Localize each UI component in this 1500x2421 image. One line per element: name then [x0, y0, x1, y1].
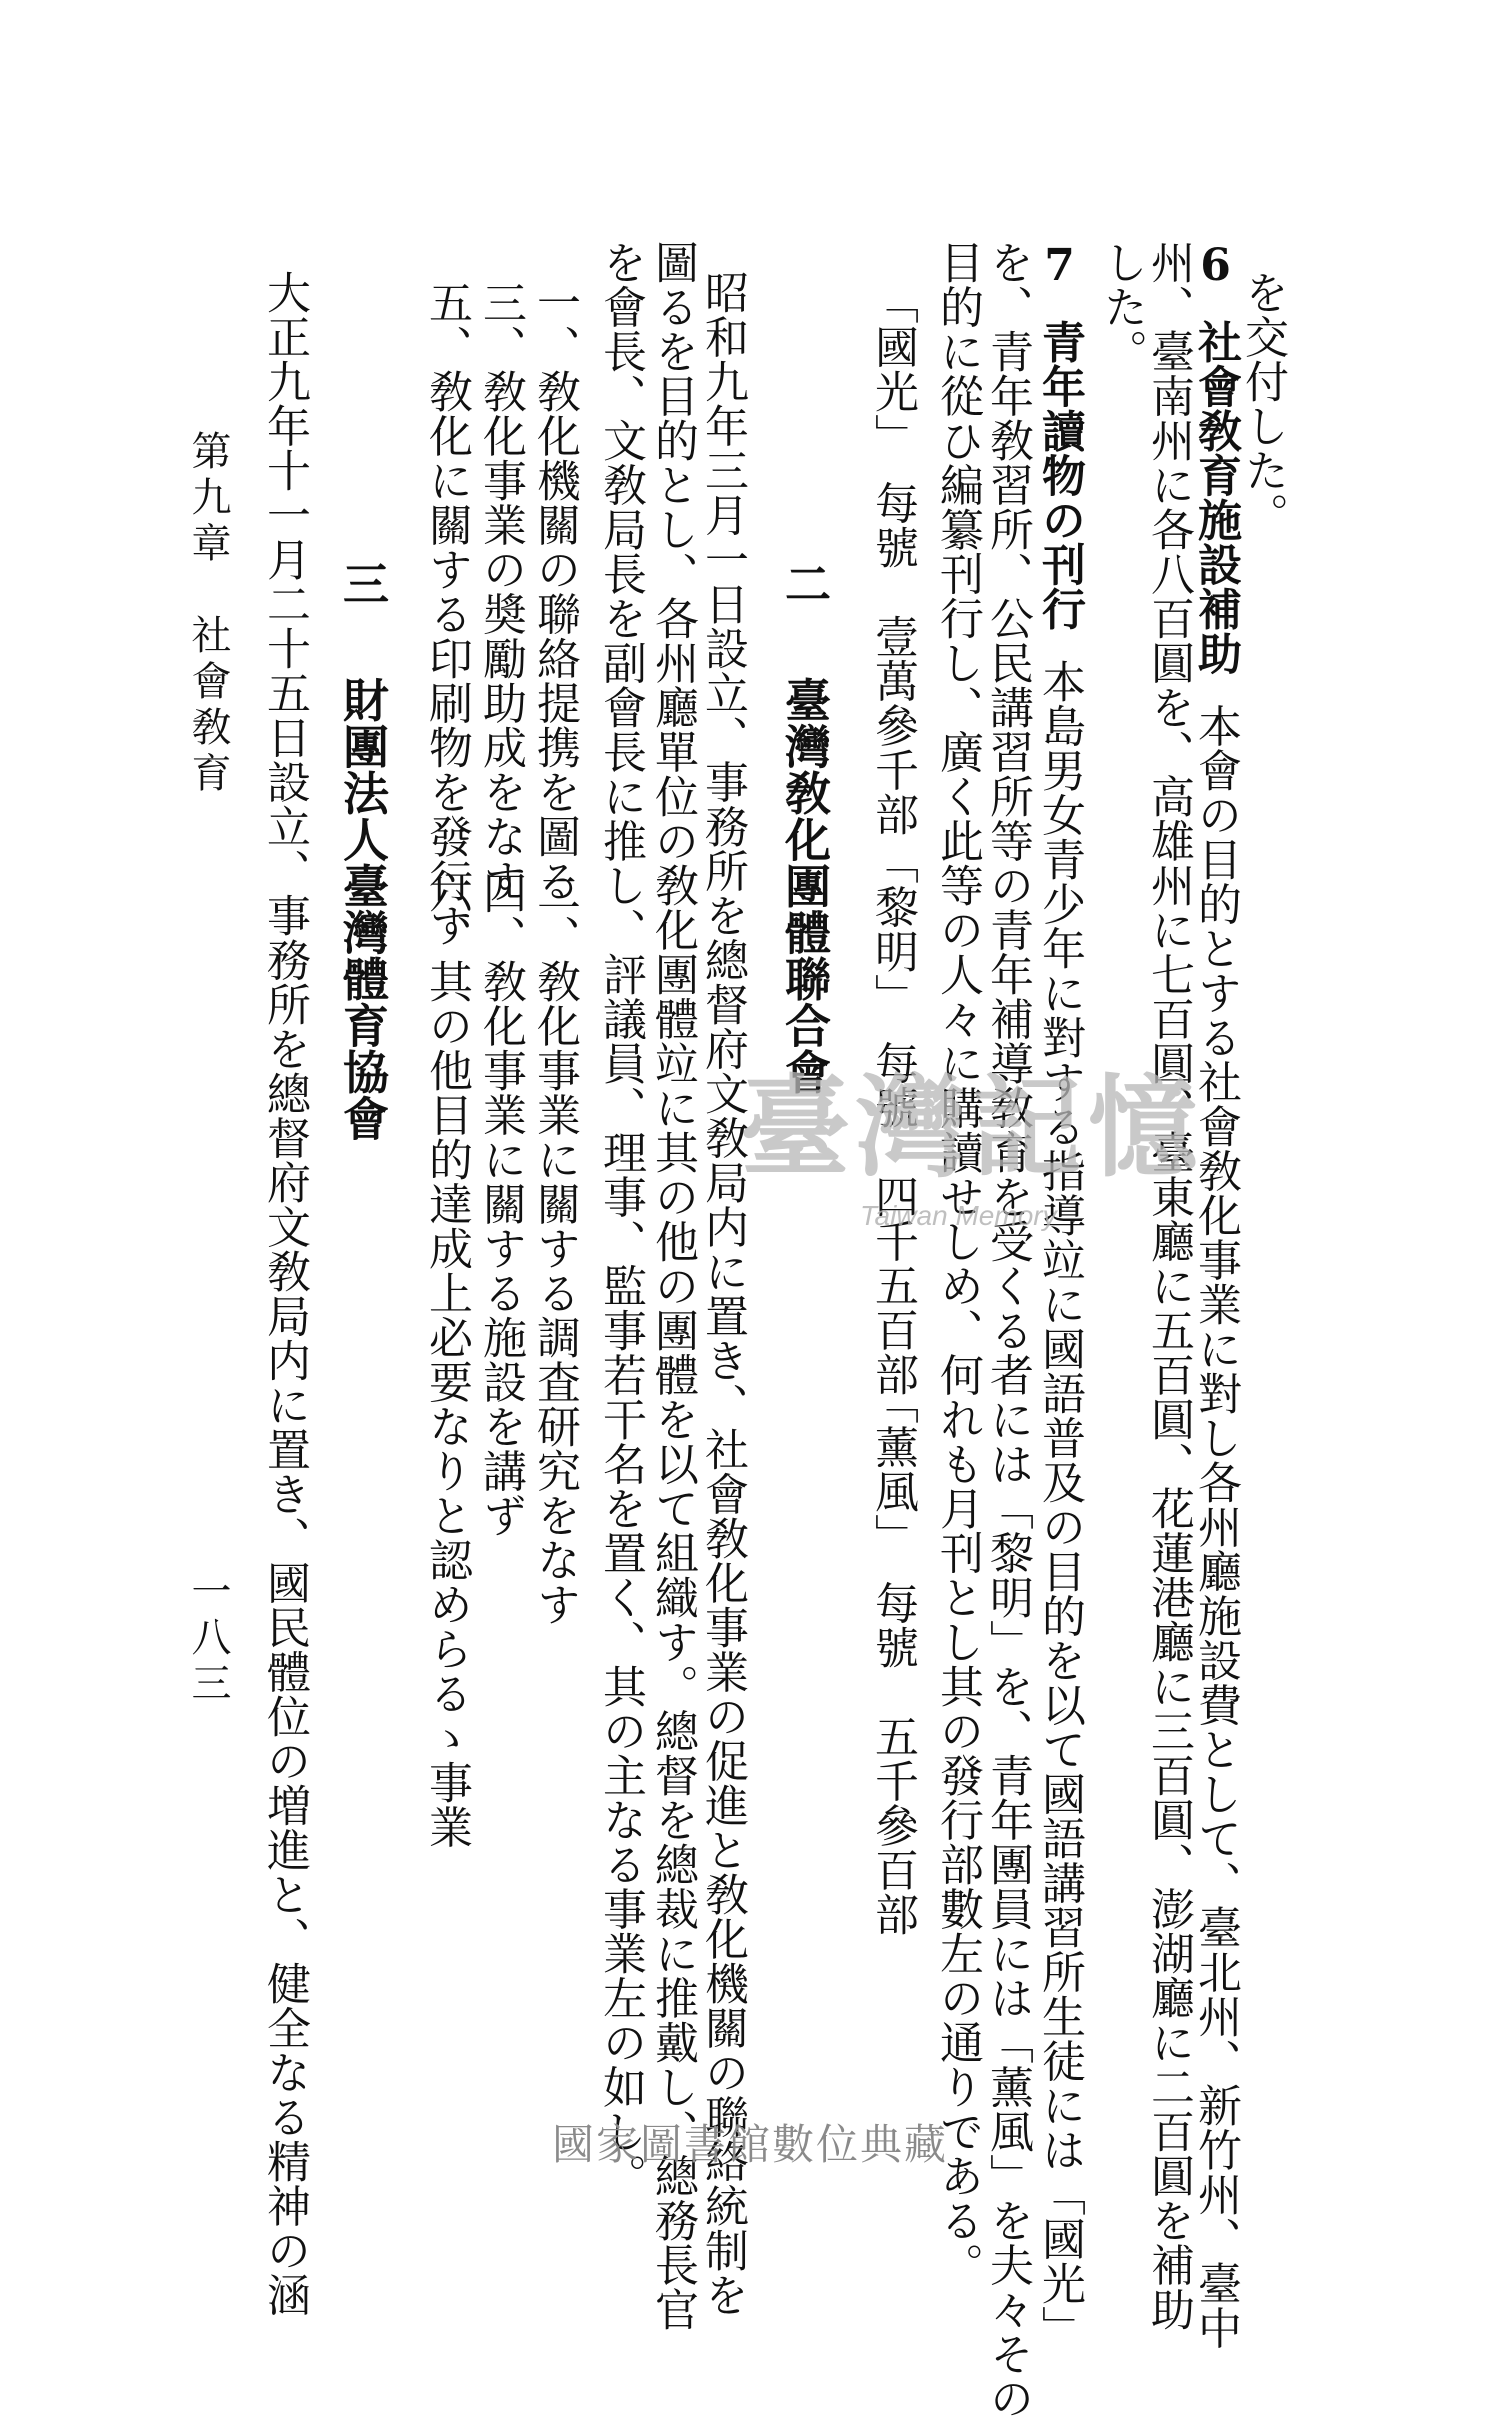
line-text: 一、敎化機關の聯絡提携を圖る	[529, 280, 580, 903]
chapter-footer	[185, 430, 231, 798]
library-footer: 國家圖書館數位典藏	[551, 2120, 948, 2169]
line-text: 「國光」 每號 壹萬參千部	[867, 280, 918, 837]
item-number: 6	[1190, 240, 1241, 292]
line-text: を交付した。	[1237, 270, 1288, 537]
line-text: した。	[1096, 240, 1147, 374]
line-text: 六、其の他目的達成上必要なりと認めらるゝ事業	[421, 870, 472, 1849]
section-heading-3	[336, 560, 390, 1142]
line-text: 四、敎化事業に關する施設を講ず	[475, 870, 526, 1538]
watermark-english: Taiwan Memory	[860, 1200, 1057, 1231]
text-line-4	[1096, 240, 1147, 374]
list-item-6	[421, 870, 472, 1849]
text-line-15	[259, 270, 310, 2317]
section-title: 財團法人臺灣體育協會	[336, 676, 390, 1142]
line-text: 「黎明」 每號 四千五百部	[867, 840, 918, 1397]
text-line-1	[1237, 270, 1288, 537]
line-text: 「薰風」 每號 五千參百部	[867, 1380, 918, 1937]
line-text: 二、敎化事業に關する調査研究をなす	[529, 870, 580, 1627]
line-text: 大正九年十一月二十五日設立、事務所を總督府文敎局内に置き、國民體位の増進と、健全なる精神の涵	[259, 270, 310, 2317]
line-text: 五、敎化に關する印刷物を發行す	[421, 280, 472, 948]
text-line-10	[647, 240, 698, 2332]
line-text: を、青年敎習所、公民講習所等の青年補導敎育を受くる者には「黎明」を、青年團員には「薰風」を夫々その	[982, 240, 1033, 2421]
publication-count-kunpu	[867, 1380, 918, 1937]
line-text: 圖るを目的とし、各州廳單位の敎化團體竝に其の他の團體を以て組織す。總督を總裁に推戴し、總務長官	[647, 240, 698, 2332]
section-number: 二	[778, 560, 832, 607]
text-line-11	[595, 240, 646, 2198]
section-number: 三	[336, 560, 390, 607]
line-text: 本島男女青少年に對する指導竝に國語普及の目的を以て國語講習所生徒には「國光」	[1034, 659, 1085, 2350]
section-heading-2	[778, 560, 832, 1095]
line-text: 本會の目的とする社會敎化事業に對し各州廳施設費として、臺北州、新竹州、臺中	[1190, 703, 1241, 2350]
list-item-4	[475, 870, 526, 1538]
watermark-logo: 臺灣記憶	[740, 1063, 1204, 1192]
item-heading: 青年讀物の刊行	[1034, 319, 1085, 631]
text-line-5	[1034, 240, 1085, 2350]
line-text: 目的に從ひ編纂刊行し、廣く此等の人々に購讀せしめ、何れも月刊とし其の發行部數左の通りである。	[932, 240, 983, 2287]
line-text: を會長、文敎局長を副會長に推し、評議員、理事、監事若干名を置く、其の主なる事業左の如し。	[595, 240, 646, 2198]
list-item-1	[529, 280, 580, 903]
text-line-7	[932, 240, 983, 2287]
text-line-9	[697, 270, 748, 2317]
text-line-3	[1143, 240, 1194, 2332]
line-text: 三、敎化事業の奬勵助成をなす	[475, 280, 526, 903]
publication-count-kokko	[867, 280, 918, 837]
item-heading: 社會敎育施設補助	[1190, 319, 1241, 676]
list-item-2	[529, 870, 580, 1627]
page-number	[185, 1570, 231, 1708]
text-line-6	[982, 240, 1033, 2421]
text-line-2	[1190, 240, 1241, 2350]
line-text: 州、臺南州に各八百圓を、高雄州に七百圓、臺東廳に五百圓、花蓮港廳に三百圓、澎湖廳に二百圓を補助	[1143, 240, 1194, 2332]
line-text: 昭和九年三月一日設立、事務所を總督府文敎局内に置き、社會敎化事業の促進と敎化機關の聯絡統制を	[697, 270, 748, 2317]
section-title: 臺灣敎化團體聯合會	[778, 676, 832, 1095]
item-number: 7	[1034, 240, 1085, 292]
line-text: 一八三	[185, 1570, 231, 1708]
list-item-5	[421, 280, 472, 948]
list-item-3	[475, 280, 526, 903]
line-text: 第九章 社會敎育	[185, 430, 231, 798]
